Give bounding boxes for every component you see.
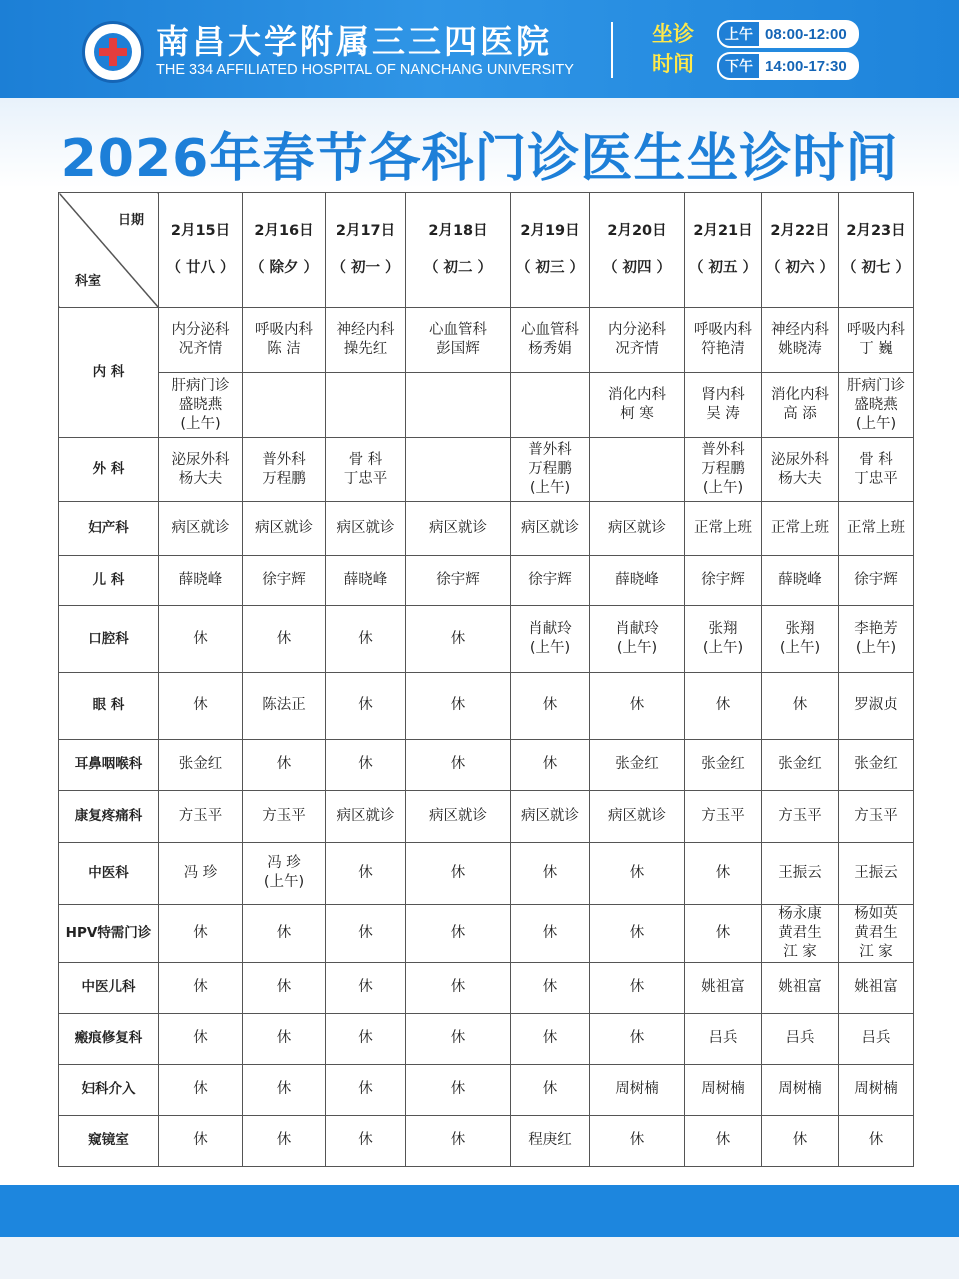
schedule-cell: 休 bbox=[243, 1115, 326, 1166]
lunar-label: （ 初二 ） bbox=[423, 260, 493, 277]
schedule-cell: 病区就诊 bbox=[243, 502, 326, 556]
schedule-cell: 心血管科 杨秀娟 bbox=[511, 308, 590, 373]
schedule-cell: 徐宇辉 bbox=[839, 556, 914, 606]
header-row bbox=[59, 193, 914, 308]
schedule-cell: 方玉平 bbox=[839, 790, 914, 842]
schedule-cell: 休 bbox=[511, 962, 590, 1013]
schedule-cell: 张金红 bbox=[590, 739, 685, 790]
schedule-cell: 张金红 bbox=[159, 739, 243, 790]
schedule-table bbox=[58, 192, 914, 1167]
schedule-cell: 肖献玲 (上午) bbox=[590, 606, 685, 673]
table-row bbox=[59, 904, 914, 962]
table-row bbox=[59, 438, 914, 502]
date-header bbox=[590, 193, 685, 308]
schedule-cell: 正常上班 bbox=[685, 502, 762, 556]
table-row bbox=[59, 606, 914, 673]
schedule-cell: 吕兵 bbox=[762, 1013, 839, 1064]
dept-cell: 内 科 bbox=[59, 308, 159, 438]
dept-cell: 窥镜室 bbox=[59, 1115, 159, 1166]
schedule-cell: 李艳芳 (上午) bbox=[839, 606, 914, 673]
lunar-label: （ 初五 ） bbox=[688, 260, 758, 277]
pm-time: 14:00-17:30 bbox=[765, 57, 847, 75]
schedule-cell bbox=[243, 373, 326, 438]
schedule-cell: 程庚红 bbox=[511, 1115, 590, 1166]
dept-cell: 口腔科 bbox=[59, 606, 159, 673]
schedule-cell: 周树楠 bbox=[590, 1064, 685, 1115]
schedule-cell: 休 bbox=[406, 1115, 511, 1166]
hours-title: 坐诊 时间 bbox=[652, 22, 694, 76]
schedule-cell: 张金红 bbox=[685, 739, 762, 790]
schedule-cell: 病区就诊 bbox=[511, 790, 590, 842]
schedule-cell: 休 bbox=[685, 904, 762, 962]
schedule-cell: 休 bbox=[685, 673, 762, 739]
am-label: 上午 bbox=[719, 22, 759, 46]
lunar-label: （ 初三 ） bbox=[515, 260, 585, 277]
schedule-cell: 张翔 (上午) bbox=[685, 606, 762, 673]
table-row bbox=[59, 739, 914, 790]
schedule-cell: 病区就诊 bbox=[406, 502, 511, 556]
schedule-cell bbox=[326, 373, 406, 438]
schedule-cell: 正常上班 bbox=[839, 502, 914, 556]
schedule-cell: 杨如英 黄君生 江 家 bbox=[839, 904, 914, 962]
schedule-cell: 方玉平 bbox=[762, 790, 839, 842]
schedule-cell: 休 bbox=[406, 842, 511, 904]
corner-cell bbox=[59, 193, 159, 308]
dept-cell: 眼 科 bbox=[59, 673, 159, 739]
date-label: 2月20日 bbox=[607, 223, 667, 240]
schedule-cell: 心血管科 彭国辉 bbox=[406, 308, 511, 373]
schedule-cell: 休 bbox=[243, 1064, 326, 1115]
schedule-cell: 休 bbox=[406, 1064, 511, 1115]
schedule-cell: 病区就诊 bbox=[406, 790, 511, 842]
table-row bbox=[59, 556, 914, 606]
schedule-cell: 休 bbox=[243, 1013, 326, 1064]
table-row bbox=[59, 1064, 914, 1115]
schedule-cell: 休 bbox=[685, 842, 762, 904]
schedule-cell: 休 bbox=[243, 962, 326, 1013]
schedule-cell: 休 bbox=[326, 1115, 406, 1166]
schedule-cell: 休 bbox=[243, 606, 326, 673]
schedule-cell: 方玉平 bbox=[685, 790, 762, 842]
schedule-cell: 休 bbox=[326, 739, 406, 790]
schedule-cell: 普外科 万程鹏 (上午) bbox=[685, 438, 762, 502]
date-header bbox=[243, 193, 326, 308]
schedule-cell: 休 bbox=[590, 904, 685, 962]
schedule-cell: 休 bbox=[159, 673, 243, 739]
schedule-cell: 呼吸内科 陈 洁 bbox=[243, 308, 326, 373]
schedule-cell: 休 bbox=[590, 842, 685, 904]
schedule-cell: 休 bbox=[326, 962, 406, 1013]
schedule-cell: 休 bbox=[326, 904, 406, 962]
am-time: 08:00-12:00 bbox=[765, 25, 847, 43]
corner-date-label: 日期 bbox=[117, 213, 144, 228]
schedule-cell: 休 bbox=[762, 1115, 839, 1166]
schedule-cell bbox=[511, 373, 590, 438]
schedule-cell: 薛晓峰 bbox=[159, 556, 243, 606]
schedule-cell: 方玉平 bbox=[159, 790, 243, 842]
table-row bbox=[59, 502, 914, 556]
date-label: 2月19日 bbox=[520, 223, 580, 240]
dept-cell: 妇产科 bbox=[59, 502, 159, 556]
schedule-cell: 休 bbox=[159, 904, 243, 962]
schedule-cell: 周树楠 bbox=[685, 1064, 762, 1115]
dept-cell: HPV特需门诊 bbox=[59, 904, 159, 962]
schedule-cell: 休 bbox=[406, 962, 511, 1013]
pm-hours bbox=[717, 52, 859, 80]
schedule-cell: 休 bbox=[590, 1115, 685, 1166]
corner-dept-label: 科室 bbox=[75, 274, 102, 290]
am-hours bbox=[717, 20, 859, 48]
table-row bbox=[59, 1115, 914, 1166]
schedule-cell: 休 bbox=[159, 962, 243, 1013]
schedule-cell: 王振云 bbox=[762, 842, 839, 904]
schedule-cell: 休 bbox=[406, 739, 511, 790]
schedule-cell: 王振云 bbox=[839, 842, 914, 904]
dept-cell: 康复疼痛科 bbox=[59, 790, 159, 842]
schedule-cell: 休 bbox=[511, 739, 590, 790]
date-label: 2月15日 bbox=[170, 223, 231, 240]
schedule-cell: 徐宇辉 bbox=[406, 556, 511, 606]
schedule-cell: 病区就诊 bbox=[326, 790, 406, 842]
schedule-cell: 周树楠 bbox=[839, 1064, 914, 1115]
schedule-cell: 姚祖富 bbox=[685, 962, 762, 1013]
schedule-cell: 休 bbox=[326, 1013, 406, 1064]
schedule-cell: 徐宇辉 bbox=[243, 556, 326, 606]
schedule-cell: 肝病门诊 盛晓燕 (上午) bbox=[159, 373, 243, 438]
schedule-cell: 肖献玲 (上午) bbox=[511, 606, 590, 673]
schedule-cell: 骨 科 丁忠平 bbox=[839, 438, 914, 502]
pm-label: 下午 bbox=[719, 54, 759, 78]
footer-bar bbox=[0, 1185, 959, 1237]
schedule-cell: 骨 科 丁忠平 bbox=[326, 438, 406, 502]
schedule-cell: 休 bbox=[511, 1013, 590, 1064]
date-label: 2月23日 bbox=[846, 223, 906, 240]
date-header bbox=[159, 193, 243, 308]
schedule-cell: 休 bbox=[406, 673, 511, 739]
table-row bbox=[59, 962, 914, 1013]
dept-cell: 中医儿科 bbox=[59, 962, 159, 1013]
schedule-cell: 冯 珍 bbox=[159, 842, 243, 904]
schedule-cell: 内分泌科 况齐情 bbox=[590, 308, 685, 373]
lunar-label: （ 初一 ） bbox=[331, 260, 400, 277]
schedule-cell: 徐宇辉 bbox=[685, 556, 762, 606]
header-divider bbox=[611, 22, 613, 78]
footer-band bbox=[0, 1237, 959, 1279]
schedule-cell: 休 bbox=[243, 739, 326, 790]
schedule-cell: 休 bbox=[685, 1115, 762, 1166]
schedule-cell: 病区就诊 bbox=[590, 502, 685, 556]
schedule-cell: 冯 珍 (上午) bbox=[243, 842, 326, 904]
schedule-cell: 休 bbox=[590, 673, 685, 739]
schedule-cell: 休 bbox=[326, 842, 406, 904]
table-row bbox=[59, 1013, 914, 1064]
schedule-cell: 休 bbox=[406, 904, 511, 962]
table-row bbox=[59, 842, 914, 904]
schedule-cell bbox=[406, 373, 511, 438]
schedule-cell: 姚祖富 bbox=[762, 962, 839, 1013]
schedule-cell: 普外科 万程鹏 (上午) bbox=[511, 438, 590, 502]
date-header bbox=[406, 193, 511, 308]
schedule-cell: 病区就诊 bbox=[590, 790, 685, 842]
page-title: 2026年春节各科门诊医生坐诊时间 bbox=[60, 129, 899, 189]
schedule-cell: 病区就诊 bbox=[326, 502, 406, 556]
schedule-cell: 神经内科 操先红 bbox=[326, 308, 406, 373]
schedule-cell bbox=[406, 438, 511, 502]
schedule-cell: 呼吸内科 符艳清 bbox=[685, 308, 762, 373]
schedule-cell: 消化内科 柯 寒 bbox=[590, 373, 685, 438]
hospital-logo-icon bbox=[82, 21, 144, 83]
schedule-cell: 薛晓峰 bbox=[326, 556, 406, 606]
schedule-cell: 休 bbox=[326, 606, 406, 673]
schedule-cell: 张金红 bbox=[839, 739, 914, 790]
dept-cell: 中医科 bbox=[59, 842, 159, 904]
date-label: 2月16日 bbox=[254, 223, 314, 240]
schedule-cell: 休 bbox=[511, 673, 590, 739]
schedule-cell: 徐宇辉 bbox=[511, 556, 590, 606]
date-label: 2月22日 bbox=[770, 223, 830, 240]
schedule-cell: 休 bbox=[511, 904, 590, 962]
table-row bbox=[59, 790, 914, 842]
hospital-name-cn: 南昌大学附属三三四医院 bbox=[156, 22, 552, 61]
dept-cell: 瘢痕修复科 bbox=[59, 1013, 159, 1064]
date-label: 2月21日 bbox=[693, 223, 753, 240]
lunar-label: （ 初七 ） bbox=[841, 260, 911, 277]
schedule-cell: 呼吸内科 丁 巍 bbox=[839, 308, 914, 373]
schedule-cell: 薛晓峰 bbox=[590, 556, 685, 606]
lunar-label: （ 廿八 ） bbox=[166, 260, 235, 277]
date-header bbox=[685, 193, 762, 308]
schedule-cell: 休 bbox=[762, 673, 839, 739]
schedule-cell: 病区就诊 bbox=[511, 502, 590, 556]
schedule-cell: 杨永康 黄君生 江 家 bbox=[762, 904, 839, 962]
schedule-cell: 休 bbox=[590, 962, 685, 1013]
schedule-cell: 休 bbox=[159, 1115, 243, 1166]
dept-cell: 外 科 bbox=[59, 438, 159, 502]
schedule-cell: 休 bbox=[326, 673, 406, 739]
schedule-cell: 罗淑贞 bbox=[839, 673, 914, 739]
table-row bbox=[59, 673, 914, 739]
date-header bbox=[762, 193, 839, 308]
schedule-cell: 周树楠 bbox=[762, 1064, 839, 1115]
schedule-cell: 方玉平 bbox=[243, 790, 326, 842]
date-header bbox=[511, 193, 590, 308]
date-label: 2月17日 bbox=[335, 223, 396, 240]
table-row bbox=[59, 308, 914, 373]
schedule-cell: 陈法正 bbox=[243, 673, 326, 739]
lunar-label: （ 除夕 ） bbox=[249, 260, 319, 277]
schedule-cell: 休 bbox=[243, 904, 326, 962]
schedule-cell: 消化内科 高 添 bbox=[762, 373, 839, 438]
schedule-cell: 休 bbox=[159, 1013, 243, 1064]
schedule-cell: 泌尿外科 杨大夫 bbox=[159, 438, 243, 502]
schedule-cell: 休 bbox=[406, 1013, 511, 1064]
schedule-cell: 休 bbox=[511, 842, 590, 904]
schedule-cell: 休 bbox=[326, 1064, 406, 1115]
schedule-cell: 休 bbox=[839, 1115, 914, 1166]
lunar-label: （ 初六 ） bbox=[765, 260, 835, 277]
schedule-cell: 张翔 (上午) bbox=[762, 606, 839, 673]
schedule-cell: 休 bbox=[159, 606, 243, 673]
schedule-cell: 普外科 万程鹏 bbox=[243, 438, 326, 502]
schedule-cell: 休 bbox=[406, 606, 511, 673]
date-label: 2月18日 bbox=[428, 223, 488, 240]
dept-cell: 妇科介入 bbox=[59, 1064, 159, 1115]
schedule-cell: 休 bbox=[159, 1064, 243, 1115]
hospital-name-en: THE 334 AFFILIATED HOSPITAL OF NANCHANG UNIVERSITY bbox=[156, 62, 574, 78]
schedule-cell: 薛晓峰 bbox=[762, 556, 839, 606]
schedule-cell: 肾内科 吴 涛 bbox=[685, 373, 762, 438]
schedule-cell: 病区就诊 bbox=[159, 502, 243, 556]
schedule-cell: 吕兵 bbox=[839, 1013, 914, 1064]
date-header bbox=[326, 193, 406, 308]
schedule-cell: 肝病门诊 盛晓燕 (上午) bbox=[839, 373, 914, 438]
schedule-cell: 休 bbox=[511, 1064, 590, 1115]
date-header bbox=[839, 193, 914, 308]
schedule-cell bbox=[590, 438, 685, 502]
schedule-cell: 休 bbox=[590, 1013, 685, 1064]
schedule-cell: 吕兵 bbox=[685, 1013, 762, 1064]
lunar-label: （ 初四 ） bbox=[602, 260, 672, 277]
schedule-cell: 泌尿外科 杨大夫 bbox=[762, 438, 839, 502]
schedule-cell: 张金红 bbox=[762, 739, 839, 790]
schedule-cell: 内分泌科 况齐情 bbox=[159, 308, 243, 373]
dept-cell: 耳鼻咽喉科 bbox=[59, 739, 159, 790]
schedule-cell: 姚祖富 bbox=[839, 962, 914, 1013]
schedule-cell: 神经内科 姚晓涛 bbox=[762, 308, 839, 373]
table-row bbox=[59, 373, 914, 438]
dept-cell: 儿 科 bbox=[59, 556, 159, 606]
schedule-cell: 正常上班 bbox=[762, 502, 839, 556]
